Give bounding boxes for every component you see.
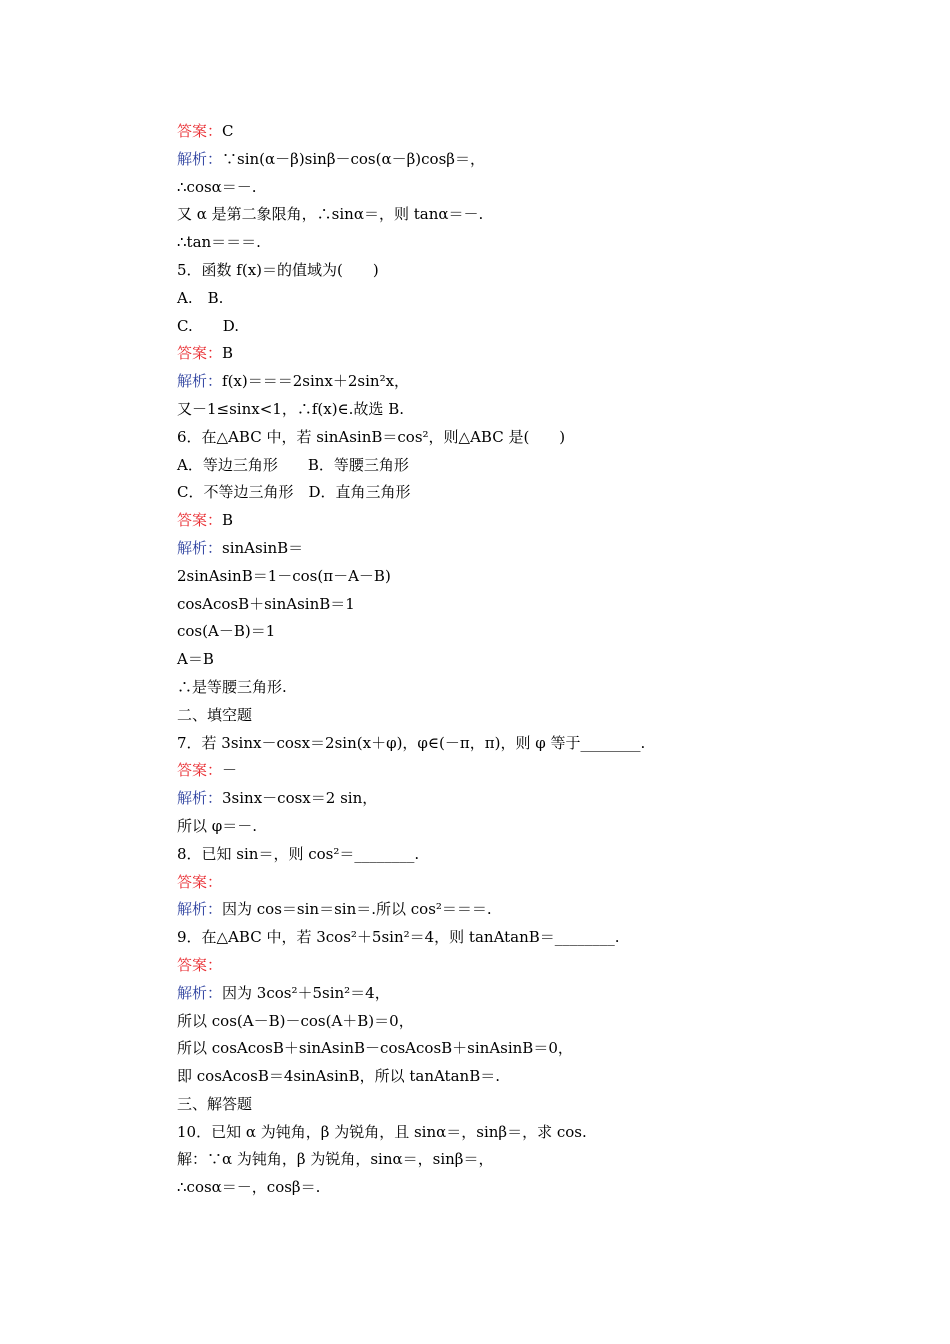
solution-label: 解： — [177, 1150, 208, 1169]
text-line — [177, 702, 797, 730]
answer-label: 答案： — [177, 344, 223, 363]
text-line — [177, 841, 797, 869]
line-text: 二、填空题 — [177, 705, 253, 724]
line-text: 10．已知 α 为钝角，β 为锐角，且 sinα＝，sinβ＝，求 cos. — [177, 1122, 587, 1141]
analysis-label: 解析： — [177, 538, 223, 557]
line-text: B — [222, 511, 234, 530]
line-text: 9．在△ABC 中，若 3cos²＋5sin²＝4，则 tanAtanB＝________. — [177, 928, 620, 947]
answer-label: 答案： — [177, 511, 223, 530]
line-text: f(x)＝＝＝2sinx＋2sin²x， — [222, 372, 410, 391]
analysis-label: 解析： — [177, 983, 223, 1002]
text-line — [177, 368, 797, 396]
text-line — [177, 146, 797, 174]
analysis-label: 解析： — [177, 149, 223, 168]
answer-label: 答案： — [177, 955, 223, 974]
text-line — [177, 618, 797, 646]
text-line — [177, 118, 797, 146]
line-text: C. D. — [177, 316, 239, 335]
answer-label: 答案： — [177, 761, 223, 780]
line-text: cos(A－B)＝1 — [177, 622, 276, 641]
line-text: ∴tan＝＝＝. — [177, 233, 261, 252]
line-text: 7．若 3sinx－cosx＝2sin(x＋φ)，φ∈(－π，π)，则 φ 等于________. — [177, 733, 646, 752]
analysis-label: 解析： — [177, 372, 223, 391]
line-text: 5．函数 f(x)＝的值域为( ) — [177, 260, 379, 279]
line-text: 3sinx－cosx＝2 sin， — [222, 789, 378, 808]
text-line — [177, 1008, 797, 1036]
line-text: 又－1≤sinx<1，∴f(x)∈.故选 B. — [177, 399, 404, 418]
line-text: ∵sin(α－β)sinβ－cos(α－β)cosβ＝， — [222, 149, 485, 168]
answer-label: 答案： — [177, 122, 223, 140]
text-line — [177, 479, 797, 507]
line-text: cosAcosB＋sinAsinB＝1 — [177, 594, 355, 613]
text-line — [177, 1146, 797, 1174]
line-text: C．不等边三角形 D．直角三角形 — [177, 483, 411, 502]
text-line — [177, 507, 797, 535]
text-line — [177, 980, 797, 1008]
line-text: 三、解答题 — [177, 1094, 253, 1113]
line-text: C — [222, 122, 234, 140]
analysis-label: 解析： — [177, 900, 223, 919]
text-line — [177, 1091, 797, 1119]
answer-label: 答案： — [177, 872, 223, 891]
text-line — [177, 1119, 797, 1147]
text-line — [177, 896, 797, 924]
line-text: 2sinAsinB＝1－cos(π－A－B) — [177, 566, 391, 585]
line-text: 即 cosAcosB＝4sinAsinB，所以 tanAtanB＝. — [177, 1067, 500, 1086]
text-line — [177, 340, 797, 368]
line-text: 所以 cos(A－B)－cos(A＋B)＝0， — [177, 1011, 414, 1030]
text-line — [177, 757, 797, 785]
text-line — [177, 424, 797, 452]
line-text: A．等边三角形 B．等腰三角形 — [177, 455, 409, 474]
line-text: B — [222, 344, 234, 363]
text-line — [177, 396, 797, 424]
text-line — [177, 563, 797, 591]
analysis-label: 解析： — [177, 789, 223, 808]
line-text: 所以 φ＝－. — [177, 816, 258, 835]
text-line — [177, 174, 797, 202]
document-page — [177, 118, 797, 1202]
text-line — [177, 535, 797, 563]
text-line — [177, 313, 797, 341]
text-line — [177, 646, 797, 674]
line-text: 所以 cosAcosB＋sinAsinB－cosAcosB＋sinAsinB＝0， — [177, 1039, 573, 1058]
text-line — [177, 285, 797, 313]
text-line — [177, 813, 797, 841]
line-text: ∴cosα＝－，cosβ＝. — [177, 1178, 321, 1197]
text-line — [177, 730, 797, 758]
line-text: A. B. — [177, 288, 224, 307]
text-line — [177, 452, 797, 480]
text-line — [177, 785, 797, 813]
line-text: － — [222, 761, 238, 780]
line-text: 因为 cos＝sin＝sin＝.所以 cos²＝＝＝. — [222, 900, 492, 919]
text-line — [177, 1063, 797, 1091]
line-text: A＝B — [177, 650, 214, 669]
text-line — [177, 201, 797, 229]
text-line — [177, 869, 797, 897]
text-line — [177, 229, 797, 257]
text-line — [177, 1174, 797, 1202]
line-text: 8．已知 sin＝，则 cos²＝________. — [177, 844, 420, 863]
line-text: ∴cosα＝－. — [177, 177, 257, 196]
text-line — [177, 257, 797, 285]
text-line — [177, 924, 797, 952]
line-text: 6．在△ABC 中，若 sinAsinB＝cos²，则△ABC 是( ) — [177, 427, 566, 446]
text-line — [177, 952, 797, 980]
line-text: ∵α 为钝角，β 为锐角，sinα＝，sinβ＝， — [207, 1150, 494, 1169]
line-text: 因为 3cos²＋5sin²＝4， — [222, 983, 390, 1002]
line-text: ∴是等腰三角形. — [177, 677, 287, 696]
text-line — [177, 674, 797, 702]
text-line — [177, 1035, 797, 1063]
line-text: 又 α 是第二象限角，∴sinα＝，则 tanα＝－. — [177, 205, 484, 224]
line-text: sinAsinB＝ — [222, 538, 304, 557]
text-line — [177, 591, 797, 619]
